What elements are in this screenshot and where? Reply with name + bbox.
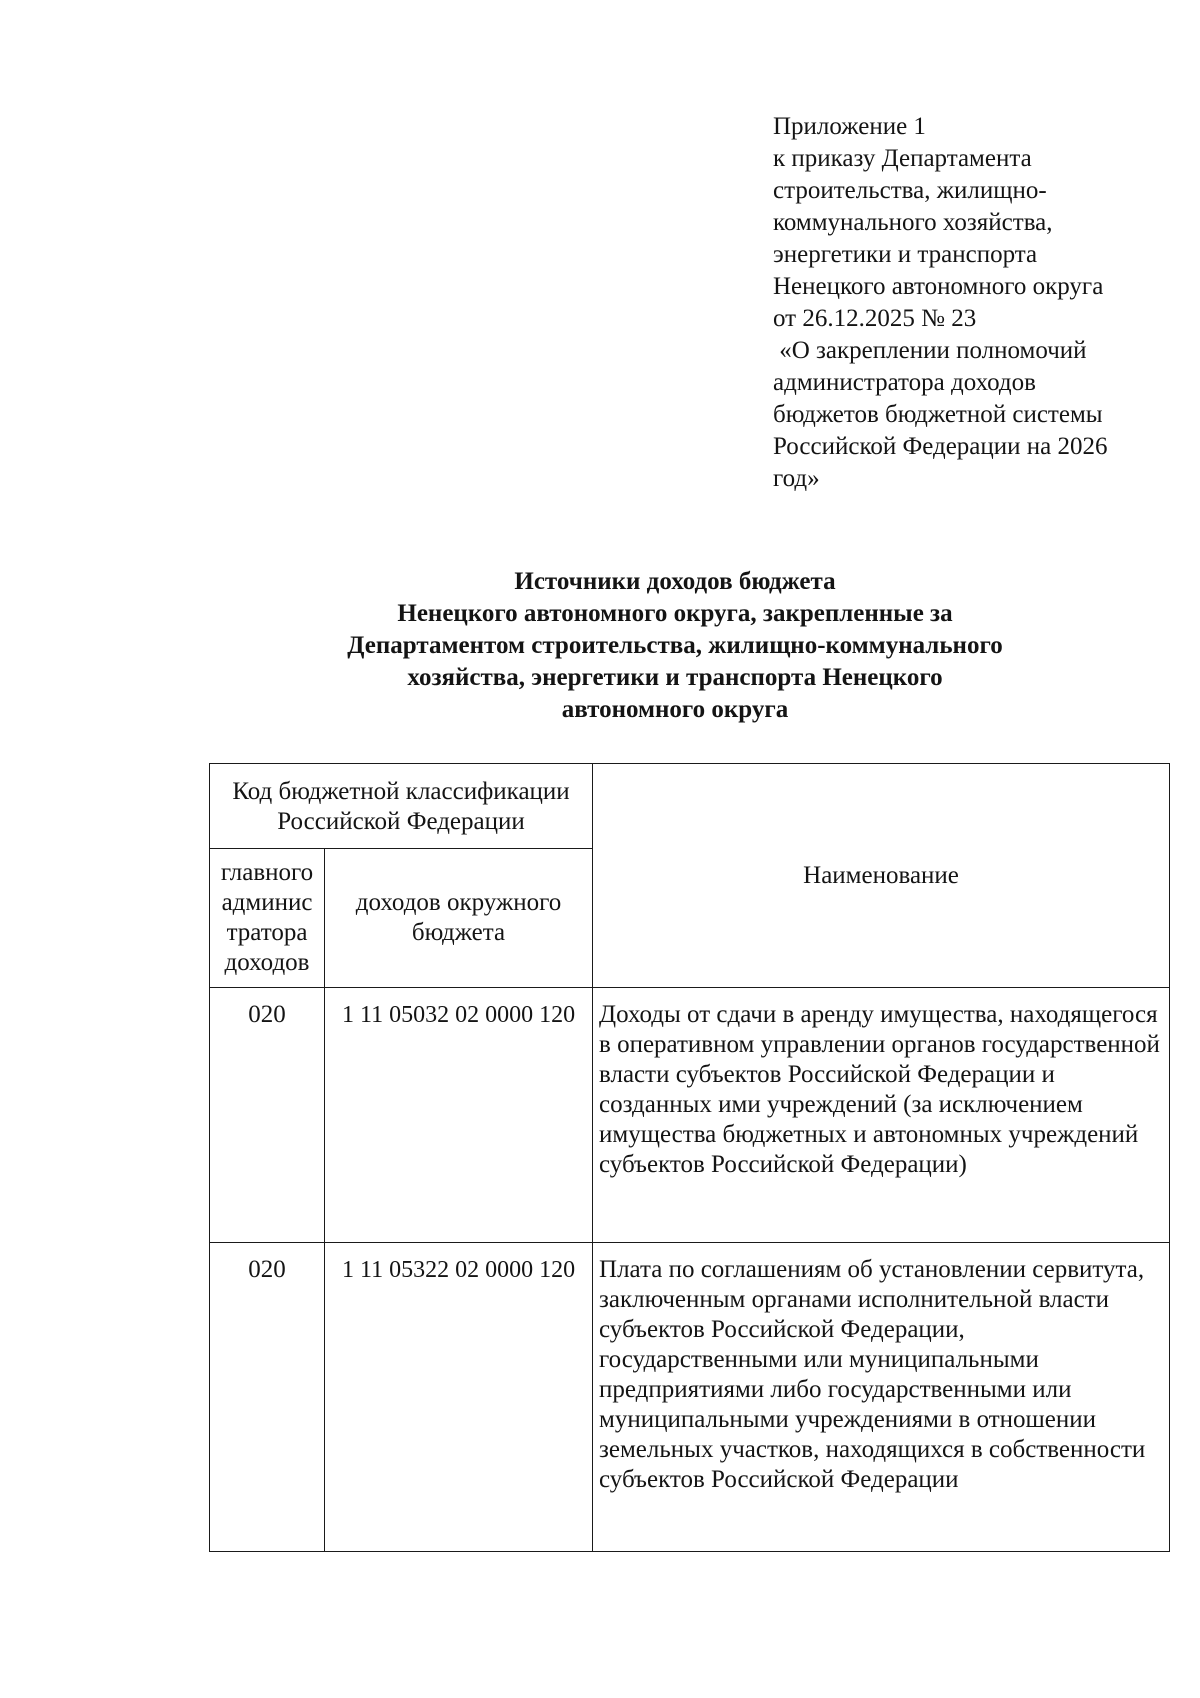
header-admin-code: главного админис тратора доходов (210, 849, 325, 988)
cell-income-code: 1 11 05322 02 0000 120 (325, 1243, 593, 1552)
appendix-line: год» (773, 465, 820, 492)
title-line: Департаментом строительства, жилищно-коммунального (347, 632, 1003, 659)
title-line: автономного округа (561, 696, 789, 723)
document-title (195, 566, 1155, 726)
appendix-line: бюджетов бюджетной системы (773, 401, 1103, 428)
cell-income-code: 1 11 05032 02 0000 120 (325, 988, 593, 1243)
cell-name: Доходы от сдачи в аренду имущества, находящегося в оперативном управлении органов государственной власти субъектов Российской Федерации и созданных ими учреждений (за исключением имущества бюджетных и автономных учреждений субъектов Российской Федерации) (593, 988, 1170, 1243)
cell-name: Плата по соглашениям об установлении сервитута, заключенным органами исполнительной власти субъектов Российской Федерации, государственными или муниципальными предприятиями либо государственными или муниципальными учреждениями в отношении земельных участков, находящихся в собственности субъектов Российской Федерации (593, 1243, 1170, 1552)
appendix-line: к приказу Департамента (773, 145, 1032, 172)
appendix-line: строительства, жилищно- (773, 177, 1047, 204)
appendix-line: Российской Федерации на 2026 (773, 433, 1108, 460)
income-sources-table (209, 763, 1170, 1552)
appendix-line: администратора доходов (773, 369, 1036, 396)
appendix-block (773, 111, 1173, 495)
table-header-row (210, 764, 1170, 849)
appendix-line: от 26.12.2025 № 23 (773, 305, 977, 332)
table-row (210, 988, 1170, 1243)
header-name: Наименование (593, 764, 1170, 988)
title-line: хозяйства, энергетики и транспорта Ненецкого (407, 664, 943, 691)
cell-admin-code: 020 (210, 988, 325, 1243)
title-line: Источники доходов бюджета (514, 568, 836, 595)
table-row (210, 1243, 1170, 1552)
cell-admin-code: 020 (210, 1243, 325, 1552)
appendix-line: коммунального хозяйства, (773, 209, 1053, 236)
appendix-line: Ненецкого автономного округа (773, 273, 1104, 300)
header-income-code: доходов окружного бюджета (325, 849, 593, 988)
appendix-line: «О закреплении полномочий (773, 337, 1087, 364)
appendix-line: энергетики и транспорта (773, 241, 1038, 268)
appendix-line: Приложение 1 (773, 113, 926, 140)
header-kbk-group: Код бюджетной классификации Российской Федерации (210, 764, 593, 849)
title-line: Ненецкого автономного округа, закрепленные за (397, 600, 953, 627)
